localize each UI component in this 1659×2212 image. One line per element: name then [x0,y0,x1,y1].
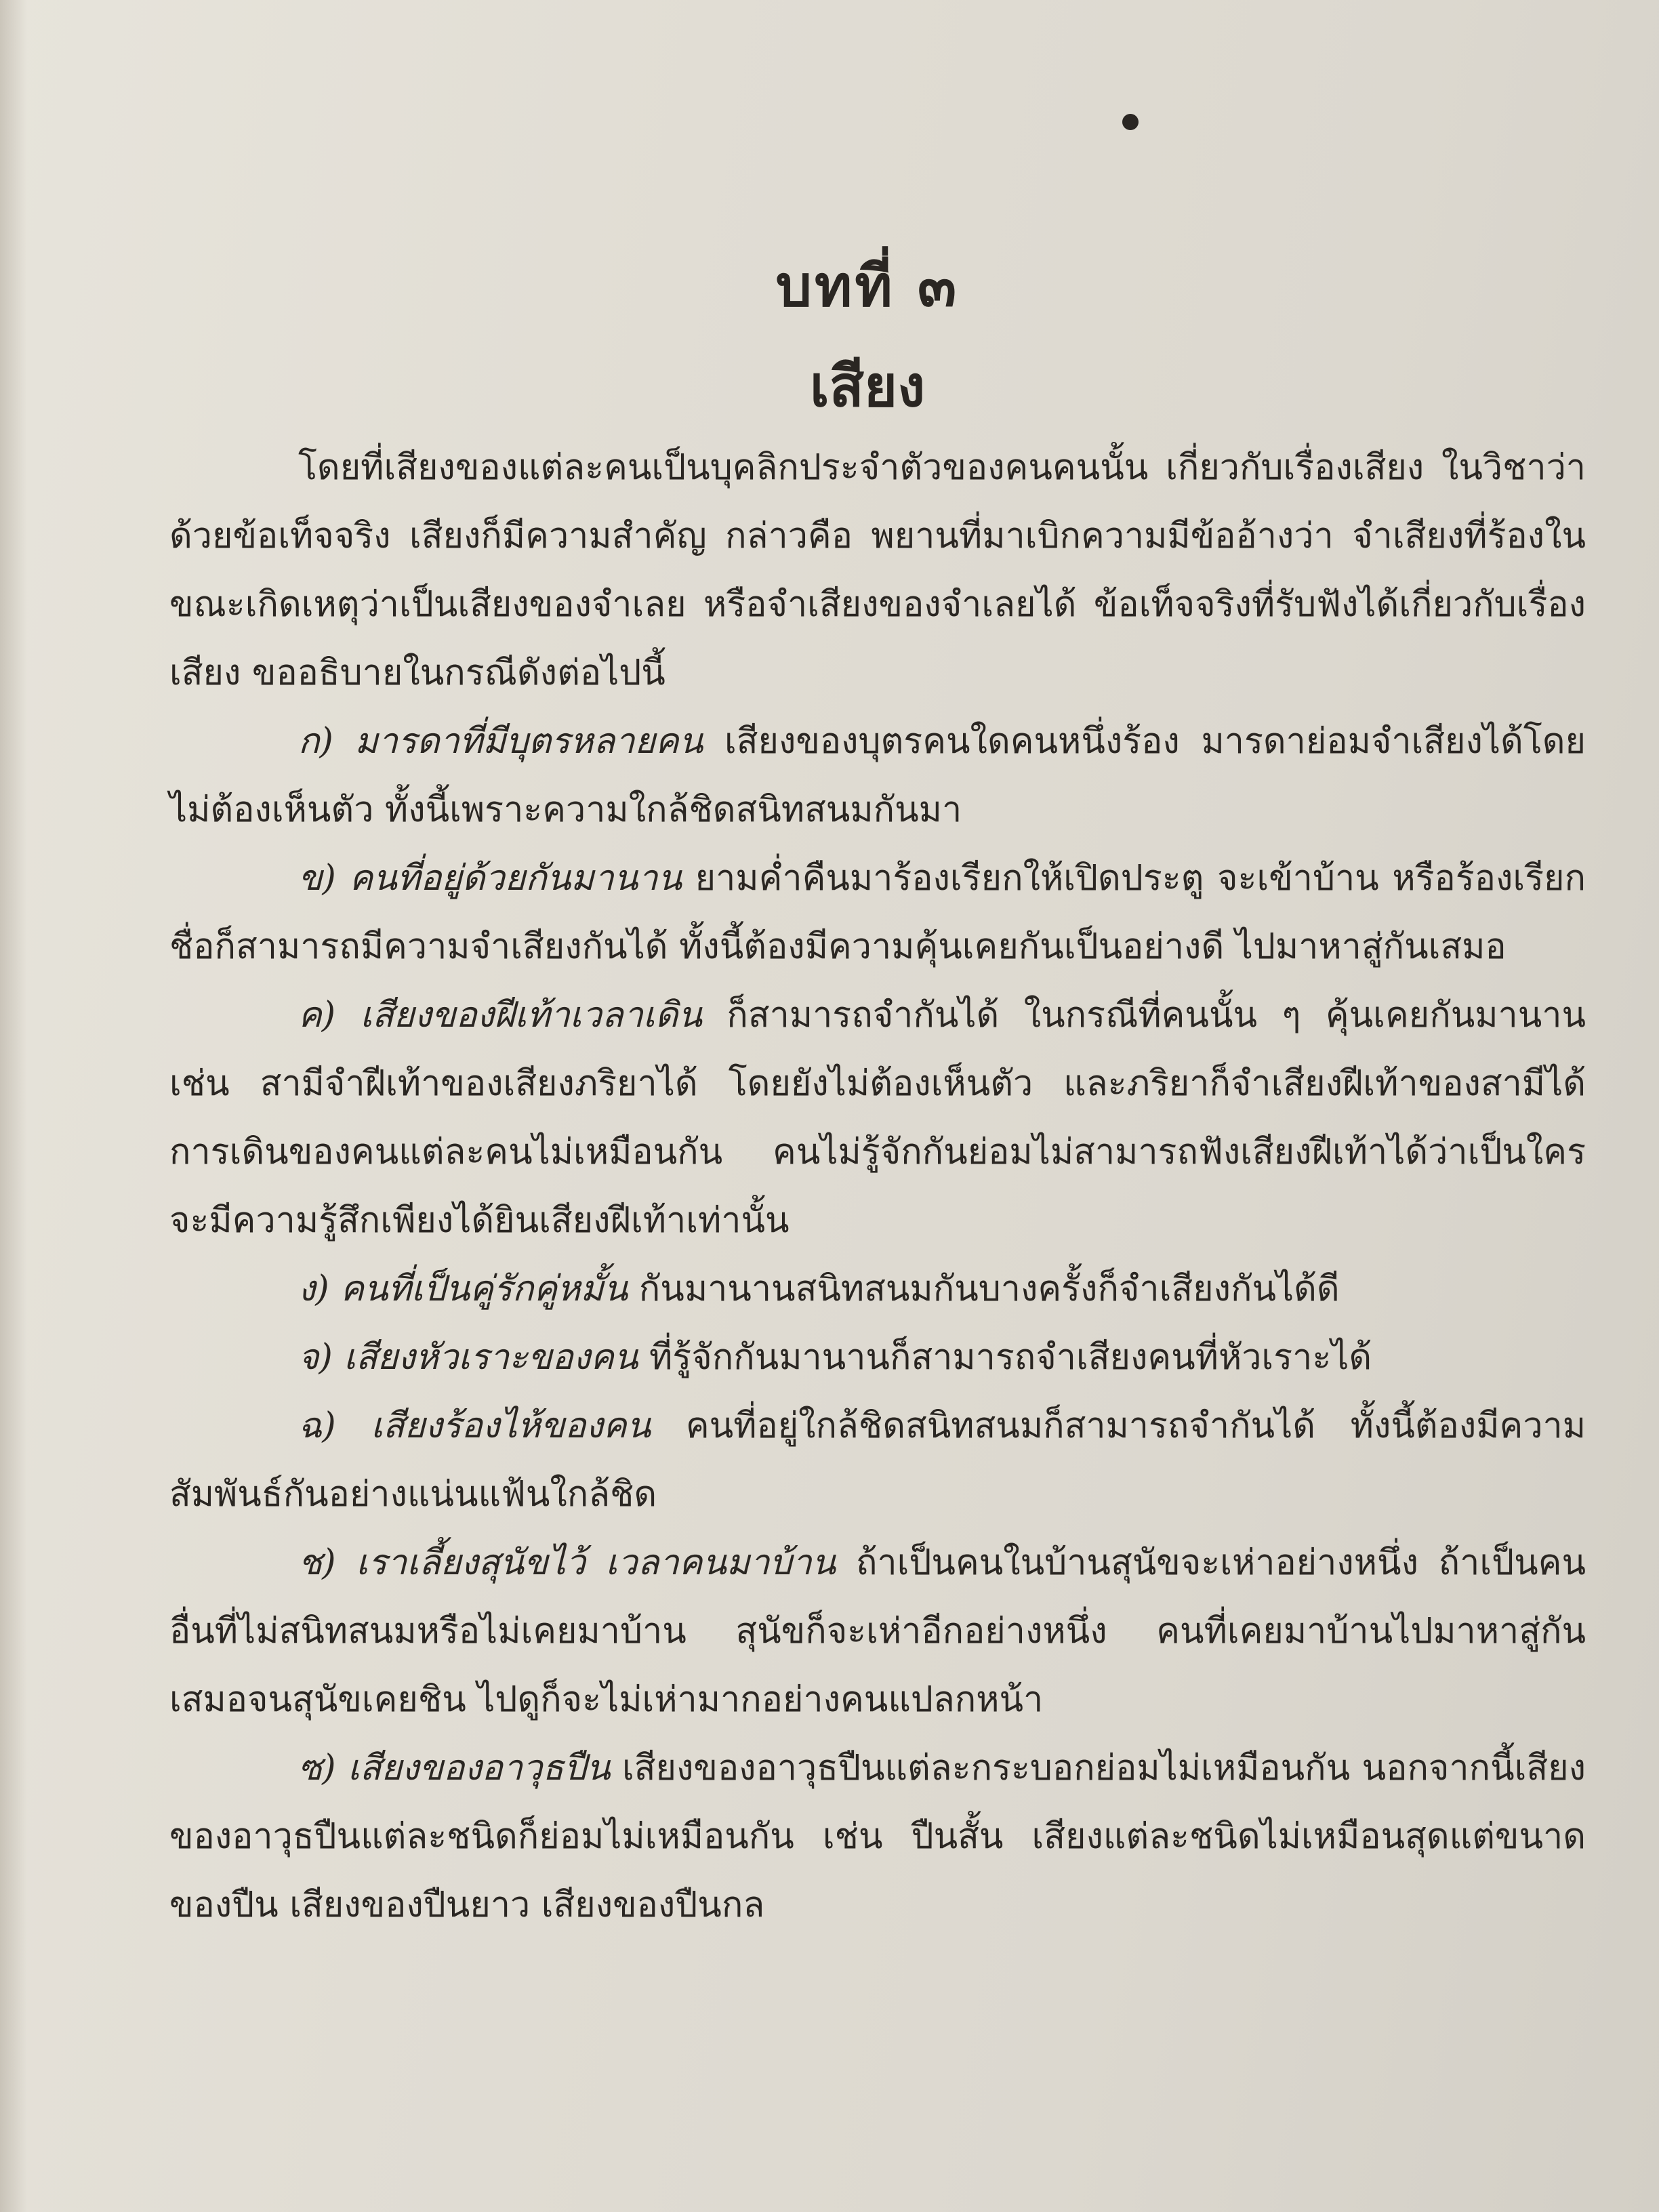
item-marker: ก) [298,721,333,762]
list-item-ko [169,708,1586,844]
item-term: เสียงของอาวุธปืน [348,1748,611,1788]
list-item-cho [169,1324,1586,1392]
item-term: มารดาที่มีบุตรหลายคน [354,721,703,762]
item-text: คนที่อยู่ใกล้ชิดสนิทสนมก็สามารถจำกันได้ ทั้งนี้ต้องมีความสัมพันธ์กันอย่างแน่นแฟ้นใกล้ชิด [169,1406,1586,1515]
item-text: ถ้าเป็นคนในบ้านสุนัขจะเห่าอย่างหนึ่ง ถ้าเป็นคนอื่นที่ไม่สนิทสนมหรือไม่เคยมาบ้าน สุนัขก็จะเห่าอีกอย่างหนึ่ง คนที่เคยมาบ้านไปมาหาสู่กันเสมอจนสุนัขเคยชิน ไปดูก็จะไม่เห่ามากอย่างคนแปลกหน้า [169,1542,1586,1720]
item-term: เราเลี้ยงสุนัขไว้ เวลาคนมาบ้าน [356,1542,836,1583]
item-text: ที่รู้จักกันมานานก็สามารถจำเสียงคนที่หัวเราะได้ [649,1337,1372,1378]
item-text: ก็สามารถจำกันได้ ในกรณีที่คนนั้น ๆ คุ้นเคยกันมานาน เช่น สามีจำฝีเท้าของเสียงภริยาได้ โดยยังไม่ต้องเห็นตัว และภริยาก็จำเสียงฝีเท้าของสามีได้ การเดินของคนแต่ละคนไม่เหมือนกัน คนไม่รู้จักกันย่อมไม่สามารถฟังเสียงฝีเท้าได้ว่าเป็นใคร จะมีความรู้สึกเพียงได้ยินเสียงฝีเท้าเท่านั้น [169,995,1586,1241]
chapter-heading: บทที่ ๓ [775,252,960,319]
item-marker: ข) [298,858,336,899]
item-marker: ฉ) [298,1406,336,1446]
item-term: เสียงร้องไห้ของคน [371,1406,651,1446]
list-item-so [169,1734,1586,1940]
item-term: คนที่เป็นคู่รักคู่หมั้น [340,1269,628,1309]
page-fold-shadow [0,0,27,2212]
ink-dot [1122,114,1139,130]
item-marker: ซ) [298,1748,336,1788]
item-text: เสียงของบุตรคนใดคนหนึ่งร้อง มารดาย่อมจำเสียงได้โดยไม่ต้องเห็นตัว ทั้งนี้เพราะความใกล้ชิดสนิทสนมกันมา [169,721,1586,830]
item-text: เสียงของอาวุธปืนแต่ละกระบอกย่อมไม่เหมือนกัน นอกจากนี้เสียงของอาวุธปืนแต่ละชนิดก็ย่อมไม่เหมือนกัน เช่น ปืนสั้น เสียงแต่ละชนิดไม่เหมือนสุดแต่ขนาดของปืน เสียงของปืนยาว เสียงของปืนกล [169,1748,1586,1925]
item-term: เสียงของฝีเท้าเวลาเดิน [360,995,702,1036]
list-item-kho-khwai [169,981,1586,1255]
list-item-kho [169,844,1586,981]
chapter-title: เสียง [809,352,926,419]
item-text: ยามค่ำคืนมาร้องเรียกให้เปิดประตู จะเข้าบ้าน หรือร้องเรียกชื่อก็สามารถมีความจำเสียงกันได้ ทั้งนี้ต้องมีความคุ้นเคยกันเป็นอย่างดี ไปมาหาสู่กันเสมอ [169,858,1586,967]
item-marker: ช) [298,1542,336,1583]
list-item-cho-chang [169,1529,1586,1734]
intro-paragraph: โดยที่เสียงของแต่ละคนเป็นบุคลิกประจำตัวของคนคนนั้น เกี่ยวกับเรื่องเสียง ในวิชาว่าด้วยข้อเท็จจริง เสียงก็มีความสำคัญ กล่าวคือ พยานที่มาเบิกความมีข้ออ้างว่า จำเสียงที่ร้องในขณะเกิดเหตุว่าเป็นเสียงของจำเลย หรือจำเสียงของจำเลยได้ ข้อเท็จจริงที่รับฟังได้เกี่ยวกับเรื่องเสียง ขออธิบายในกรณีดังต่อไปนี้ [169,447,1586,693]
chapter-body [169,434,1586,1940]
item-term: เสียงหัวเราะของคน [344,1337,638,1378]
item-term: คนที่อยู่ด้วยกันมานาน [349,858,682,899]
list-item-ngo [169,1255,1586,1324]
item-text: กันมานานสนิทสนมกันบางครั้งก็จำเสียงกันได้ดี [638,1269,1340,1309]
item-marker: จ) [298,1337,333,1378]
list-item-cho-ching [169,1392,1586,1529]
item-marker: ง) [298,1269,329,1309]
item-marker: ค) [298,995,336,1036]
